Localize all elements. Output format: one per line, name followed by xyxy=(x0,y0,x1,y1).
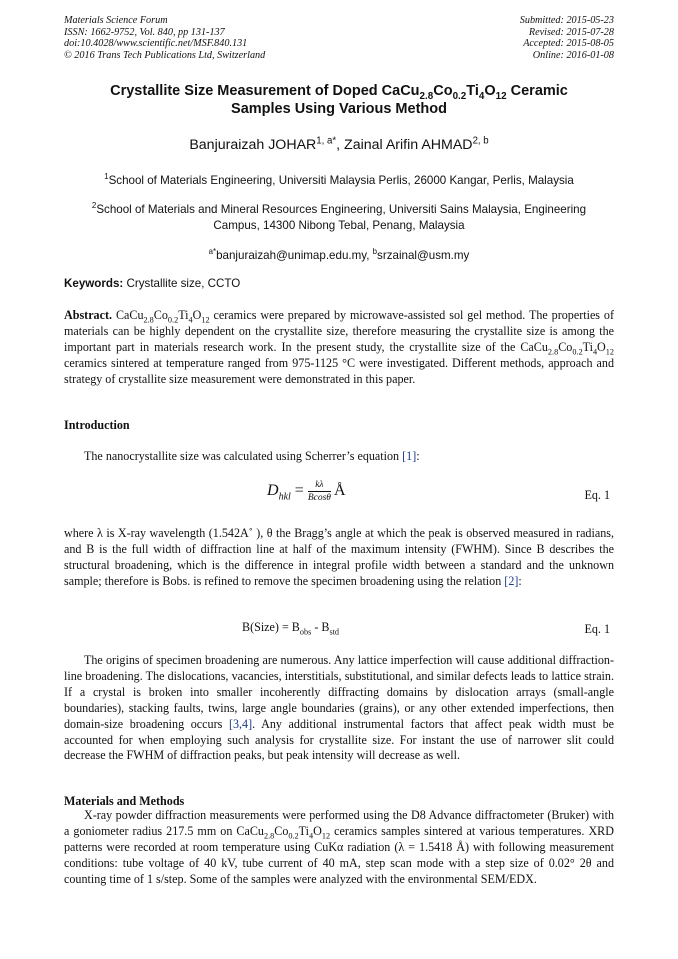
intro-paragraph-3: The origins of specimen broadening are numerous. Any lattice imperfection will cause additional diffraction-line broadening. The dislocations, vacancies, interstitials, substitutional, and similar defects leads to lattice strain. If a crystal is broken into smaller incoherently diffracting domains by dislocation arrays (small-angle boundaries), stacking faults, twins, large angle boundaries (grains), or any other extended imperfections, then domain-size broadening occurs [3,4]. Any additional instrumental factors that affect peak width must be accounted for when employing such analysis for crystallite size. For instant the use of narrower slit could decrease the FWHM of diffraction peaks, but peak intensity will decrease as well. xyxy=(64,653,614,763)
section-heading-methods: Materials and Methods xyxy=(64,794,185,808)
keywords: Keywords: Crystallite size, CCTO xyxy=(64,277,241,290)
date-revised: Revised: 2015-07-28 xyxy=(528,26,614,38)
author-emails: $^{a*}$banjuraizah@unimap.edu.my, $^b$srzainal@usm.my xyxy=(208,247,470,262)
citation-link[interactable]: [1] xyxy=(402,449,417,463)
email-a: banjuraizah@unimap.edu.my, xyxy=(216,249,373,262)
equation-2: B(Size) = $B_{obs} - B_{std}$ Eq. 1 xyxy=(242,620,610,637)
email-b: srzainal@usm.my xyxy=(377,249,470,262)
citation-link[interactable]: [2] xyxy=(504,573,519,588)
journal-copyright: © 2016 Trans Tech Publications Ltd, Switzerland xyxy=(64,49,266,61)
affiliation-1: $^1$School of Materials Engineering, Universiti Malaysia Perlis, 26000 Kangar, Perlis, Malaysia xyxy=(104,172,574,187)
citation-link[interactable]: [3,4] xyxy=(228,716,253,731)
section-heading-introduction: Introduction xyxy=(64,418,130,432)
affiliation-2: $^2$School of Materials and Mineral Resources Engineering, Universiti Sains Malaysia, Engineering Campus, 14300 Nibong Tebal, Penang, Malaysia xyxy=(91,201,587,232)
dates-header xyxy=(520,15,614,61)
journal-header xyxy=(64,15,265,61)
author-list: Banjuraizah $JOHAR^{1, a*}$, Zainal Arifin AHMAD$^{2, b}$ xyxy=(189,135,489,153)
equation-number: Eq. 1 xyxy=(584,488,610,502)
author-name: Zainal Arifin AHMAD xyxy=(344,137,473,153)
intro-paragraph-1: The nanocrystallite size was calculated using Scherrer’s equation [1]: xyxy=(84,449,420,463)
intro-paragraph-2: where λ is X-ray wavelength (1.542A˚ ), θ the Bragg’s angle at which the peak is observed measured in radians, and B is the full width of diffraction line at half of the maximum intensity (FWHM). Since B describes the structural broadening, which is the difference in integral profile width between a standard and the unknown sample; therefore is Bobs. is refined to remove the specimen broadening using the relation [2]: xyxy=(64,526,614,588)
abstract-label: Abstract. xyxy=(64,308,113,322)
abstract: Abstract. $CaCu_{2.8}Co_{0.2}Ti_4O_{12}$ ceramics were prepared by microwave-assisted sol gel method. The properties of materials can be highly dependent on the crystallite size, therefore measuring the crystallite size is among the important part in materials research work. In the present study, the crystallite size of the $CaCu_{2.8}Co_{0.2}Ti_4O_{12}$ ceramics sintered at temperature ranged from 975-1125 °C were investigated. Different methods, approach and strategy of crystallite size measurement were demonstrated in this paper. xyxy=(64,308,614,386)
equation-1: $D_{hkl}$ = $\frac{k\lambda}{Bcos\theta}$ Å Eq. 1 xyxy=(267,480,610,503)
paper-title: Crystallite Size Measurement of Doped $CaCu_{2.8}Co_{0.2}Ti_4O_{12}$ Ceramic Samples Using Various Method xyxy=(110,83,568,117)
journal-name: Materials Science Forum xyxy=(64,15,168,26)
methods-paragraph: X-ray powder diffraction measurements were performed using the D8 Advance diffractometer (Bruker) with a goniometer radius 217.5 mm on $CaCu_{2.8}Co_{0.2}Ti_4O_{12}$ ceramics samples sintered at various temperatures. XRD patterns were recorded at room temperature using CuKα radiation (λ = 1.5418 Å) with following measurement conditions: tube voltage of 40 kV, tube current of 40 mA, step scan mode with a step size of 0.02° 2θ and counting time of 1 s/step. Some of the samples were analyzed with the environmental SEM/EDX. xyxy=(64,808,614,886)
date-submitted: Submitted: 2015-05-23 xyxy=(519,15,614,26)
equation-number: Eq. 1 xyxy=(584,622,610,636)
journal-issn: ISSN: 1662-9752, Vol. 840, pp 131-137 xyxy=(64,26,225,38)
journal-doi: doi:10.4028/www.scientific.net/MSF.840.131 xyxy=(64,38,248,50)
author-name: Banjuraizah JOHAR xyxy=(189,137,317,153)
keywords-label: Keywords: xyxy=(64,277,124,290)
equation-fraction: $\frac{k\lambda}{Bcos\theta}$ xyxy=(307,480,331,503)
date-online: Online: 2016-01-08 xyxy=(532,49,614,61)
date-accepted: Accepted: 2015-08-05 xyxy=(523,38,614,50)
